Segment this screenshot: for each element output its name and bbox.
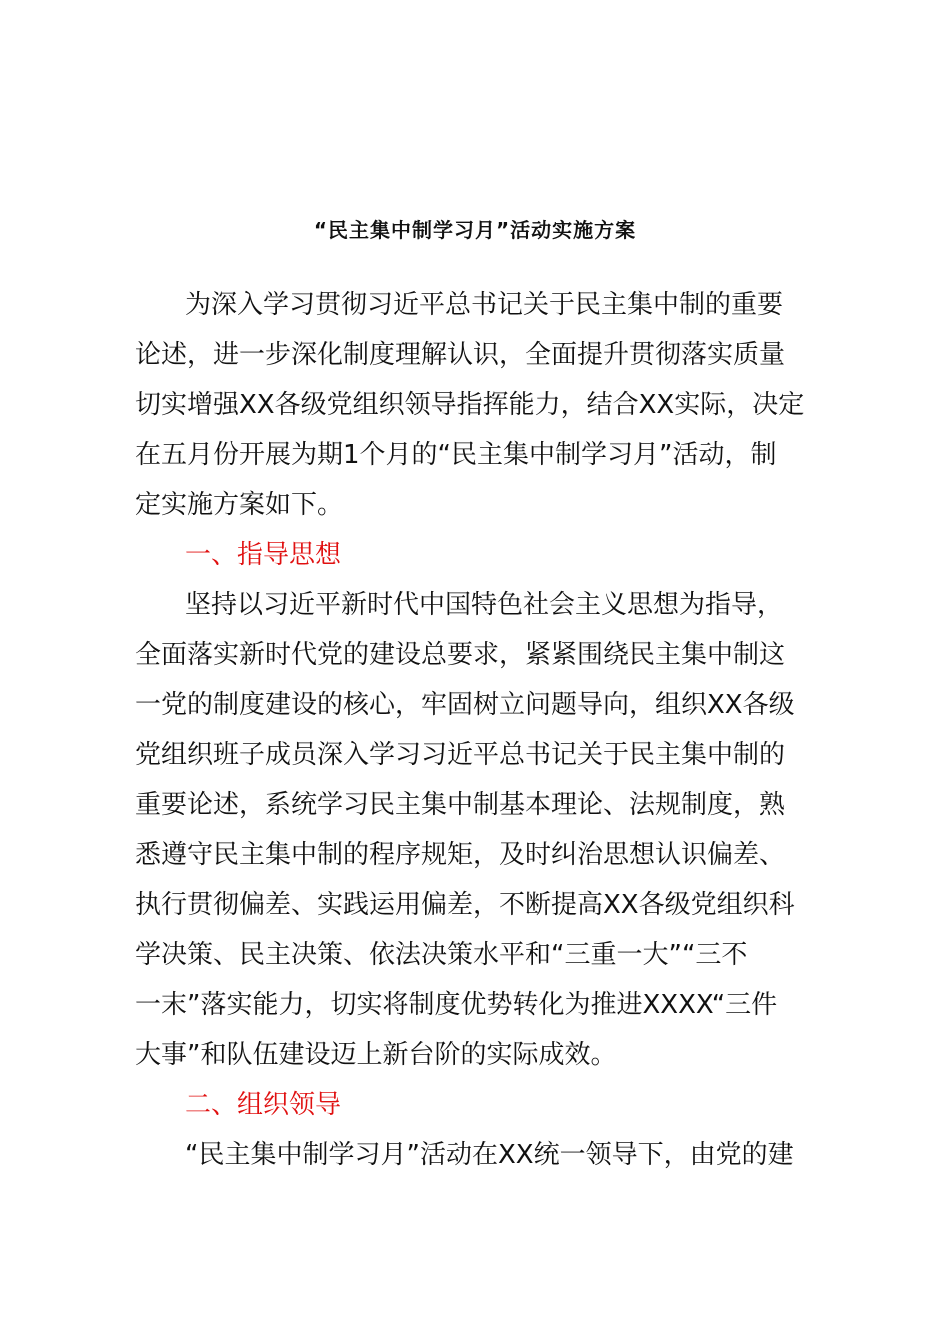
section1-line-5: 重要论述，系统学习民主集中制基本理论、法规制度，熟 [135, 790, 786, 820]
intro-line-5: 定实施方案如下。 [135, 490, 344, 520]
section-heading-organization-leadership: 二、组织领导 [185, 1090, 342, 1120]
section1-line-8: 学决策、民主决策、依法决策水平和“三重一大”“三不 [135, 940, 748, 970]
section2-line-1: “民主集中制学习月”活动在XX统一领导下，由党的建 [185, 1140, 794, 1170]
section1-line-1: 坚持以习近平新时代中国特色社会主义思想为指导， [185, 590, 784, 620]
section1-line-9: 一末”落实能力，切实将制度优势转化为推进XXXX“三件 [135, 990, 778, 1020]
section1-line-3: 一党的制度建设的核心，牢固树立问题导向，组织XX各级 [135, 690, 795, 720]
document-title: “民主集中制学习月”活动实施方案 [313, 218, 637, 242]
intro-line-1: 为深入学习贯彻习近平总书记关于民主集中制的重要 [185, 290, 784, 320]
intro-line-4: 在五月份开展为期1个月的“民主集中制学习月”活动，制 [135, 440, 777, 470]
section1-line-4: 党组织班子成员深入学习习近平总书记关于民主集中制的 [135, 740, 786, 770]
intro-line-2: 论述，进一步深化制度理解认识，全面提升贯彻落实质量 [135, 340, 786, 370]
section1-line-7: 执行贯彻偏差、实践运用偏差，不断提高XX各级党组织科 [135, 890, 795, 920]
section1-line-6: 悉遵守民主集中制的程序规矩，及时纠治思想认识偏差、 [135, 840, 786, 870]
section-heading-guiding-thought: 一、指导思想 [185, 540, 342, 570]
intro-line-3: 切实增强XX各级党组织领导指挥能力，结合XX实际，决定 [135, 390, 805, 420]
section1-line-10: 大事”和队伍建设迈上新台阶的实际成效。 [135, 1040, 617, 1070]
section1-line-2: 全面落实新时代党的建设总要求，紧紧围绕民主集中制这 [135, 640, 786, 670]
